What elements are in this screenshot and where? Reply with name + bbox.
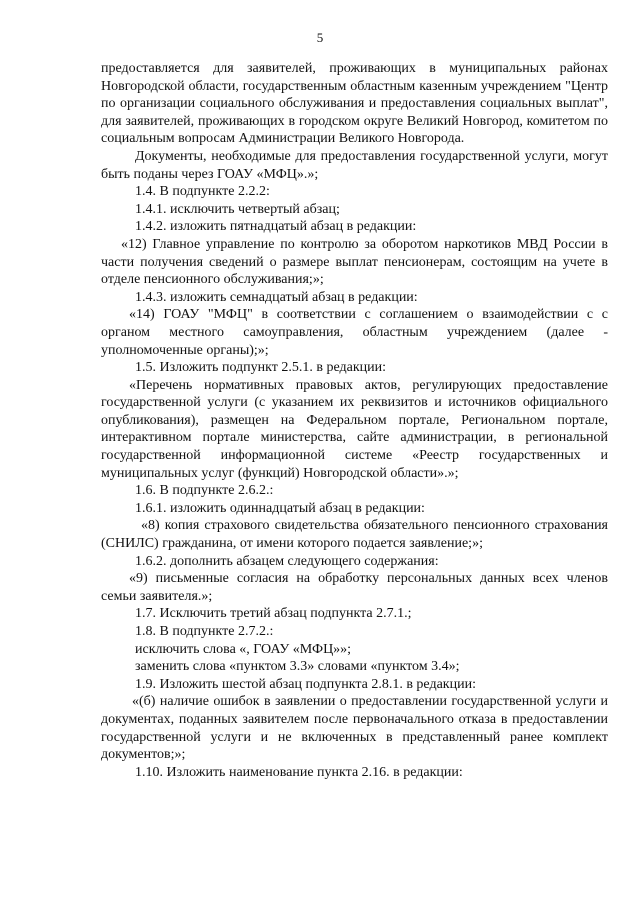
paragraph: 1.4. В подпункте 2.2.2:: [135, 184, 270, 200]
paragraph: 1.6.2. дополнить абзацем следующего содержания:: [135, 553, 439, 569]
paragraph: 1.4.2. изложить пятнадцатый абзац в редакции:: [135, 219, 417, 235]
paragraph: 1.6. В подпункте 2.6.2.:: [135, 483, 274, 499]
paragraph: предоставляется для заявителей, проживающих в муниципальных районах Новгородской области, государственным областным казенным учреждением "Центр по организации социального обслуживания и предоставления социальных выплат", для заявителей, проживающих в городском округе Великий Новгород, комитетом по социальным вопросам Администрации Великого Новгорода.: [101, 61, 608, 147]
paragraph: Документы, необходимые для предоставления государственной услуги, могут быть поданы через ГОАУ «МФЦ».»;: [101, 148, 608, 182]
paragraph: 1.10. Изложить наименование пункта 2.16. в редакции:: [135, 764, 463, 780]
paragraph: «12) Главное управление по контролю за оборотом наркотиков МВД России в части получения сведений о размере выплат пенсионерам, состоящим на учете в отделе пенсионного обслуживания;»;: [101, 236, 608, 288]
paragraph: 1.4.1. исключить четвертый абзац;: [135, 201, 340, 217]
paragraph: «Перечень нормативных правовых актов, регулирующих предоставление государственной услуги (с указанием их реквизитов и источников официального опубликования), размещен на Федеральном портале, Региональном портале, интерактивном портале министерства, сайте администрации, в региональной государственной информационной системе «Реестр государственных и муниципальных услуг (функций) Новгородской области».»;: [101, 377, 608, 481]
paragraph: 1.9. Изложить шестой абзац подпункта 2.8.1. в редакции:: [135, 676, 476, 692]
document-body: [101, 60, 608, 781]
paragraph: 1.4.3. изложить семнадцатый абзац в редакции:: [135, 289, 418, 305]
paragraph: «(б) наличие ошибок в заявлении о предоставлении государственной услуги и документах, поданных заявителем после первоначального отказа в предоставлении государственной услуги и не включенных в представленный ранее комплект документов;»;: [101, 694, 608, 763]
paragraph: 1.6.1. изложить одиннадцатый абзац в редакции:: [135, 500, 425, 516]
paragraph: «9) письменные согласия на обработку персональных данных всех членов семьи заявителя.»;: [101, 571, 608, 604]
paragraph: 1.7. Исключить третий абзац подпункта 2.7.1.;: [135, 606, 412, 622]
paragraph: заменить слова «пунктом 3.3» словами «пунктом 3.4»;: [135, 659, 460, 675]
paragraph: «14) ГОАУ "МФЦ" в соответствии с соглашением о взаимодействии с с органом местного самоуправления, областным учреждением (далее - уполномоченные органы);»;: [101, 307, 608, 358]
paragraph: 1.5. Изложить подпункт 2.5.1. в редакции:: [135, 360, 387, 376]
page-number: 5: [316, 30, 324, 45]
paragraph: «8) копия страхового свидетельства обязательного пенсионного страхования (СНИЛС) гражданина, от имени которого подается заявление;»;: [101, 518, 608, 552]
paragraph: 1.8. В подпункте 2.7.2.:: [135, 624, 274, 639]
paragraph: исключить слова «, ГОАУ «МФЦ»»;: [135, 641, 352, 657]
